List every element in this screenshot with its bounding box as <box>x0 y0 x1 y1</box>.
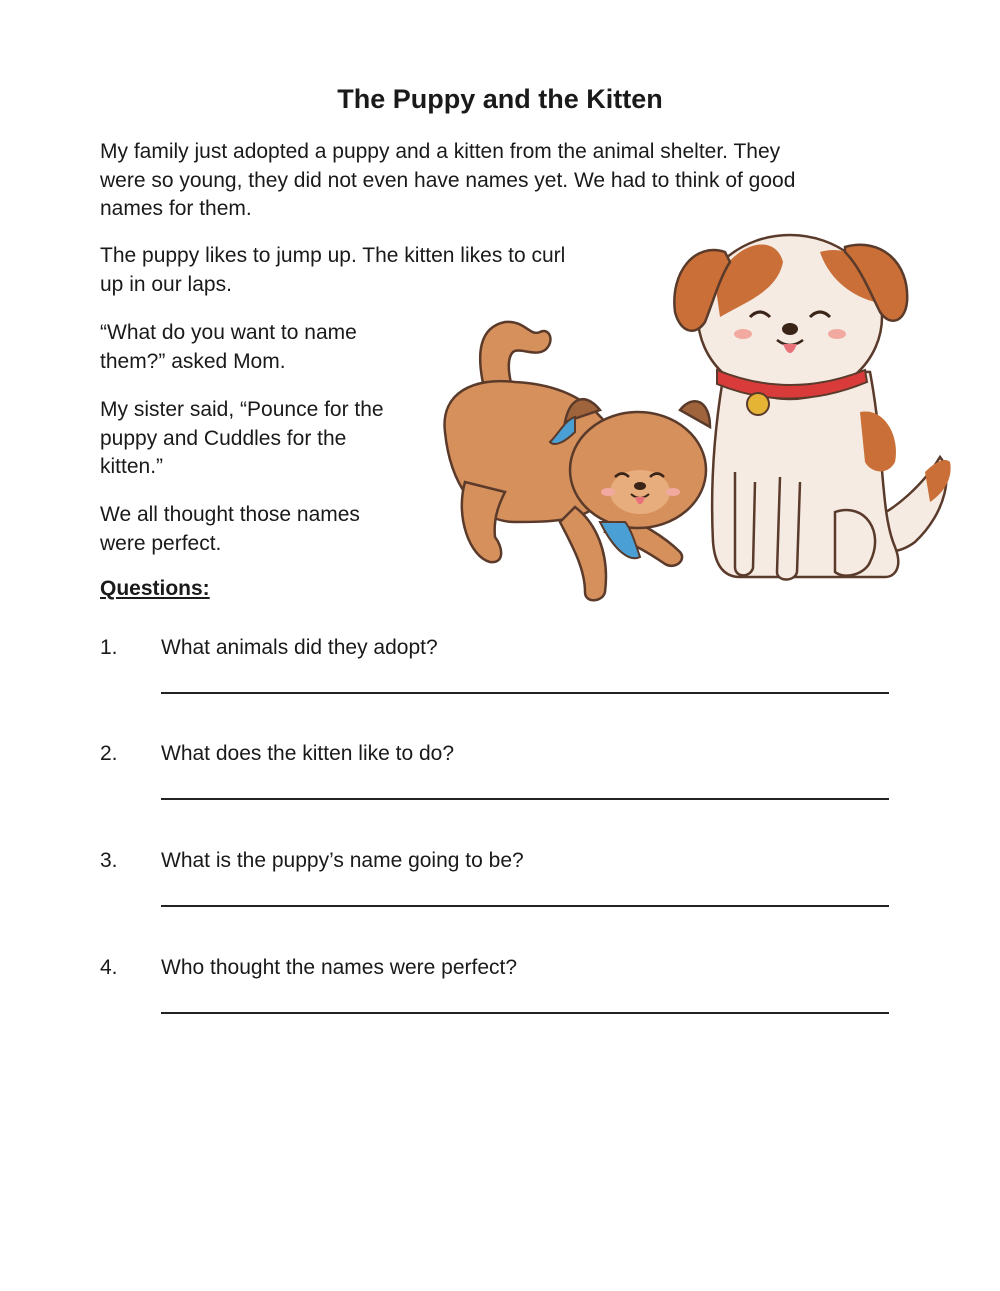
question-1 <box>100 636 890 706</box>
kitten-illustration <box>445 322 710 600</box>
answer-line[interactable] <box>161 798 889 800</box>
answer-line[interactable] <box>161 1012 889 1014</box>
story-paragraph-4 <box>100 396 384 482</box>
story-paragraph-1 <box>100 138 795 224</box>
page-title: The Puppy and the Kitten <box>337 84 663 114</box>
answer-line[interactable] <box>161 905 889 907</box>
questions-heading: Questions: <box>100 577 210 600</box>
story-paragraph-5 <box>100 501 360 558</box>
question-3 <box>100 849 890 919</box>
question-2 <box>100 742 890 812</box>
answer-line[interactable] <box>161 692 889 694</box>
question-4 <box>100 956 890 1026</box>
story-line: My family just adopted a puppy and a kitten from the animal shelter. They <box>100 140 781 163</box>
story-line: names for them. <box>100 197 252 220</box>
story-line: The puppy likes to jump up. The kitten likes to curl <box>100 244 566 267</box>
story-line: My sister said, “Pounce for the <box>100 398 384 421</box>
question-text: What animals did they adopt? <box>161 636 438 659</box>
question-number: 2. <box>100 742 118 765</box>
question-number: 4. <box>100 956 118 979</box>
question-number: 3. <box>100 849 118 872</box>
question-text: Who thought the names were perfect? <box>161 956 518 979</box>
story-line: puppy and Cuddles for the <box>100 426 347 450</box>
story-line: were so young, they did not even have names yet. We had to think of good <box>100 168 796 192</box>
story-line: up in our laps. <box>100 272 232 296</box>
kitten-and-puppy-illustration <box>425 222 965 612</box>
story-line: We all thought those names <box>100 503 360 526</box>
puppy-illustration <box>674 235 950 580</box>
question-number: 1. <box>100 636 118 659</box>
story-paragraph-3 <box>100 319 357 376</box>
story-line: “What do you want to name <box>100 321 357 344</box>
story-line: were perfect. <box>100 531 222 555</box>
story-line: them?” asked Mom. <box>100 349 286 373</box>
question-text: What does the kitten like to do? <box>161 742 455 765</box>
question-text: What is the puppy’s name going to be? <box>161 849 524 872</box>
story-line: kitten.” <box>100 455 164 478</box>
